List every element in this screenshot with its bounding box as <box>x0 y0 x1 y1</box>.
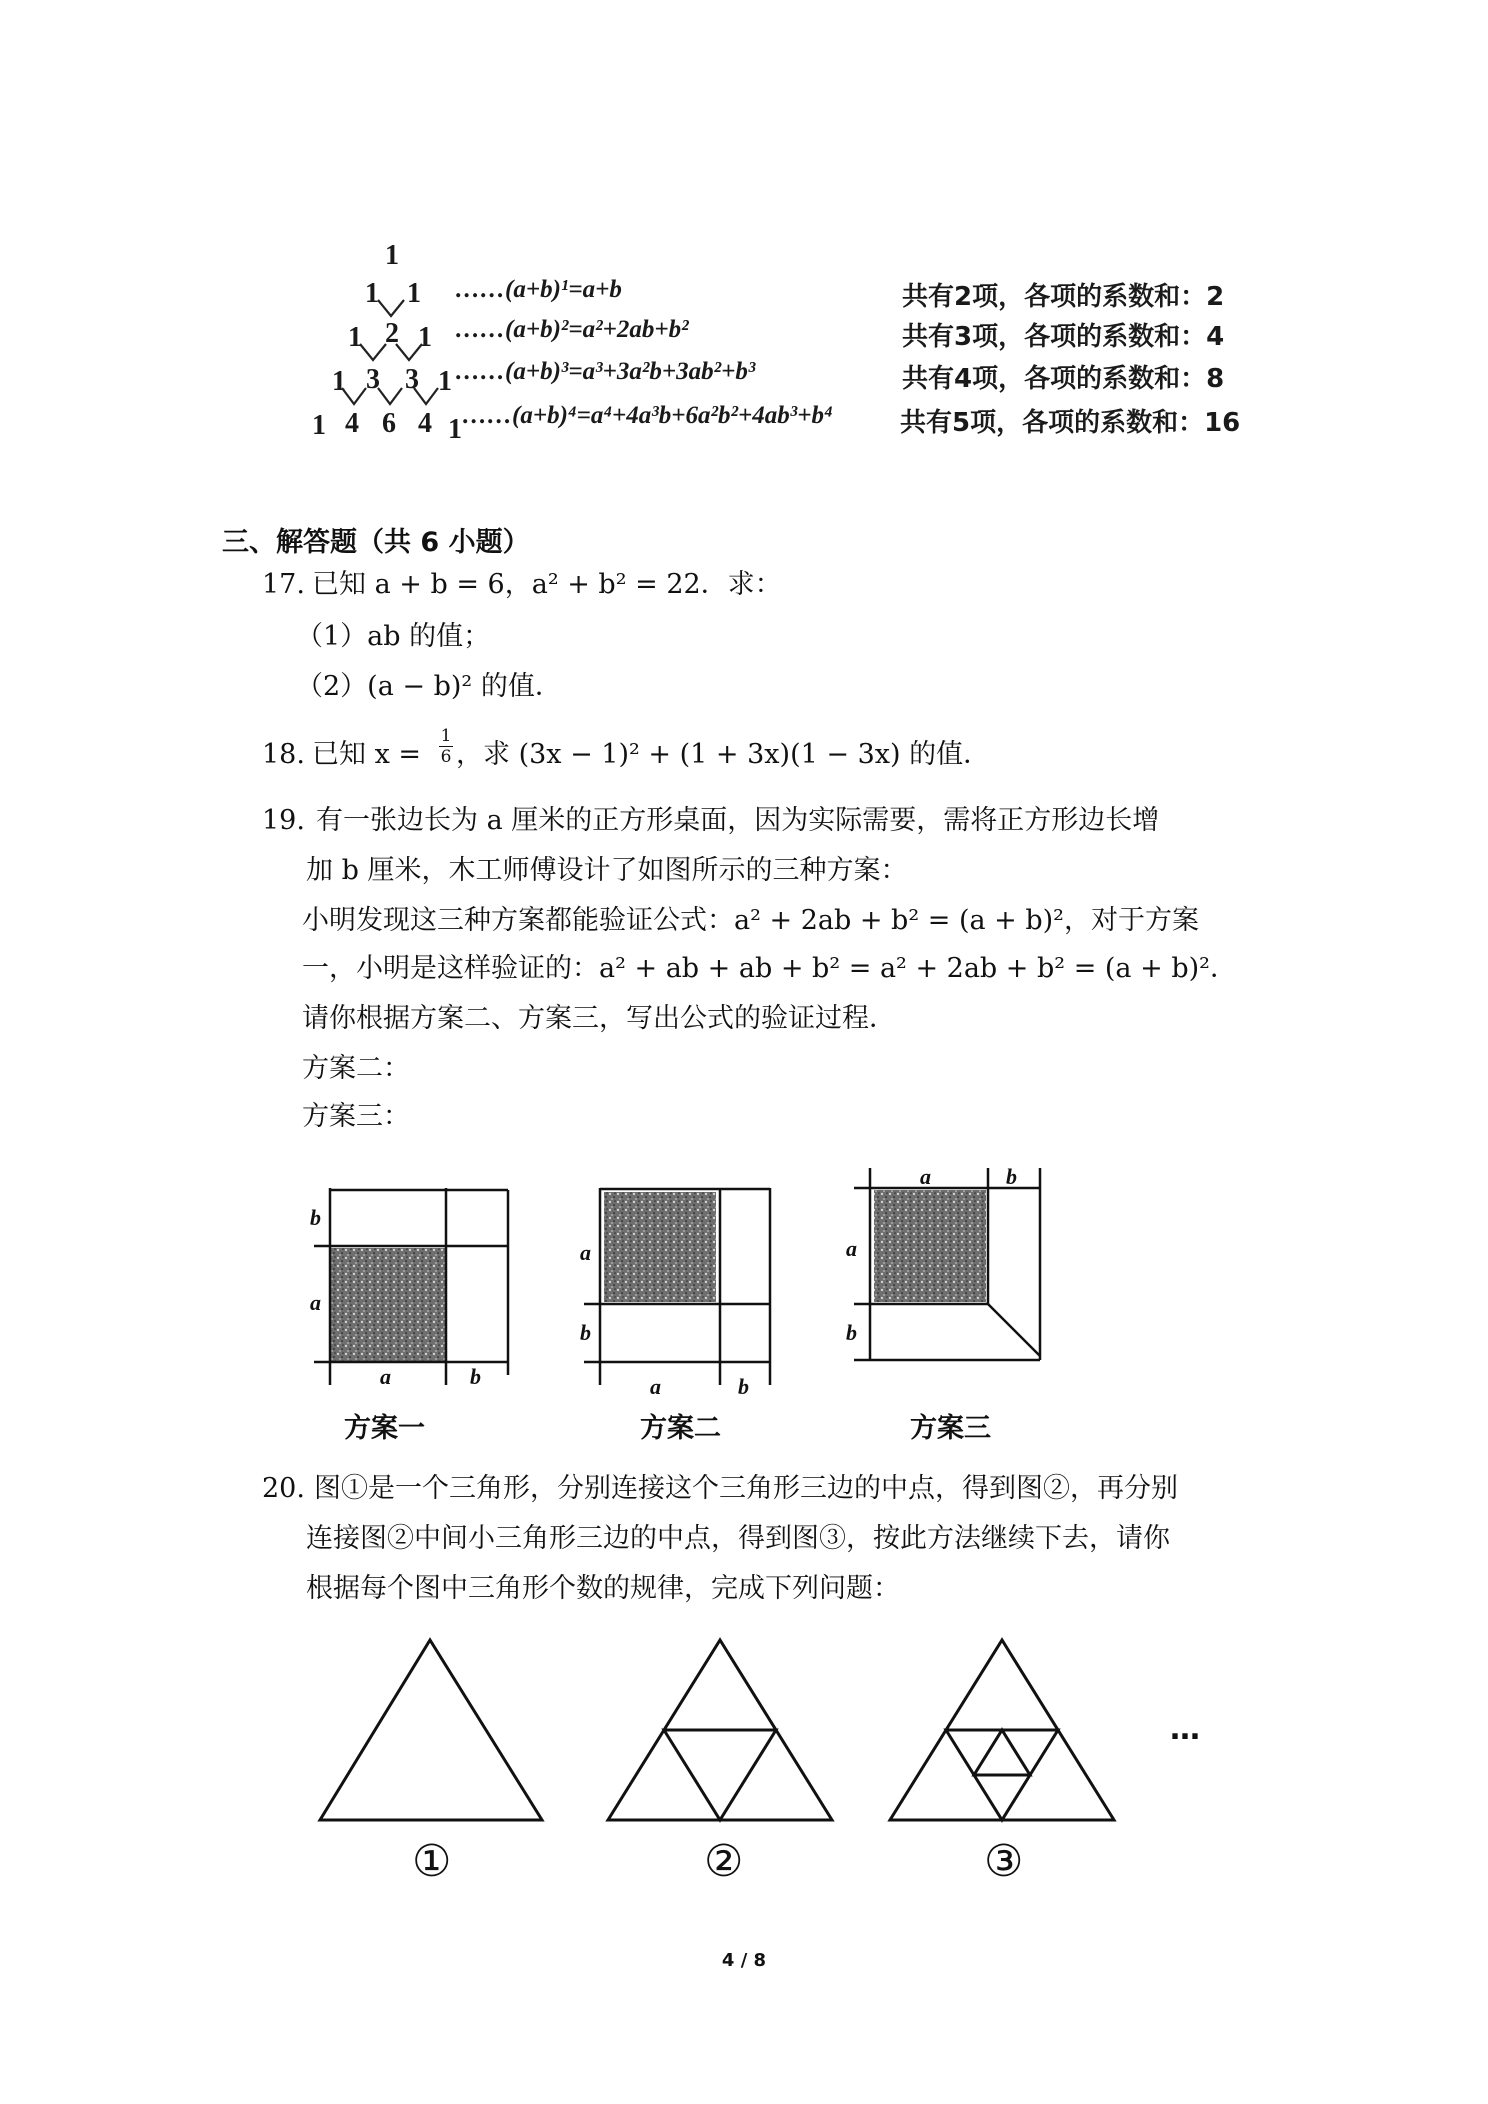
question-19-number: 19. <box>262 805 305 836</box>
question-17-part1: （1）ab 的值； <box>296 621 491 652</box>
scheme3-caption: 方案三 <box>910 1413 991 1444</box>
pascal-num: 1 <box>448 414 462 445</box>
scheme2-caption: 方案二 <box>640 1413 721 1444</box>
pascal-sum: 共有5项，各项的系数和：16 <box>900 408 1241 438</box>
question-19-line: 有一张边长为 a 厘米的正方形桌面，因为实际需要，需将正方形边长增 <box>316 805 1160 836</box>
question-19-scheme2-label: 方案二： <box>302 1053 410 1084</box>
scheme2-label-a: a <box>580 1240 591 1265</box>
question-17-part2: （2）(a − b)² 的值． <box>296 671 562 702</box>
question-19-line: 请你根据方案二、方案三，写出公式的验证过程． <box>302 1003 896 1034</box>
question-20-line: 连接图②中间小三角形三边的中点，得到图③，按此方法继续下去，请你 <box>306 1523 1170 1554</box>
pascal-sum: 共有2项，各项的系数和：2 <box>902 282 1225 312</box>
pascal-sum: 共有4项，各项的系数和：8 <box>902 364 1225 394</box>
fraction-numerator: 1 <box>440 726 452 746</box>
pascal-num: 1 <box>348 322 362 353</box>
question-19-line: 小明发现这三种方案都能验证公式：a² + 2ab + b² = (a + b)²，对于方案 <box>302 905 1200 936</box>
pascal-num: 4 <box>345 408 359 439</box>
pascal-num: 2 <box>385 318 399 349</box>
question-19-scheme3-label: 方案三： <box>302 1101 410 1132</box>
figure-label-2: ② <box>704 1836 744 1887</box>
question-20-line: 图①是一个三角形，分别连接这个三角形三边的中点，得到图②，再分别 <box>314 1473 1178 1504</box>
pascal-num: 1 <box>407 278 421 309</box>
pascal-num: 1 <box>332 366 346 397</box>
pascal-sum: 共有3项，各项的系数和：4 <box>902 322 1225 352</box>
question-19-line: 一，小明是这样验证的：a² + ab + ab + b² = a² + 2ab + b² = (a + b)²． <box>302 953 1237 984</box>
fraction-denominator: 6 <box>440 747 452 767</box>
question-20-line: 根据每个图中三角形个数的规律，完成下列问题： <box>306 1573 900 1604</box>
question-19-line: 加 b 厘米，木工师傅设计了如图所示的三种方案： <box>306 855 908 886</box>
question-17-text: 已知 a + b = 6，a² + b² = 22．求： <box>312 569 782 600</box>
pascal-num: 1 <box>438 366 452 397</box>
scheme3-label-b-top: b <box>1006 1164 1017 1189</box>
pascal-num: 3 <box>366 364 380 395</box>
question-18-number: 18. <box>262 739 305 770</box>
pascal-num: 1 <box>385 240 399 271</box>
question-18-post: ，求 (3x − 1)² + (1 + 3x)(1 − 3x) 的值． <box>456 739 991 770</box>
pascal-equation: ……(a+b)²=a²+2ab+b² <box>455 316 689 343</box>
scheme3-label-a: a <box>846 1236 857 1261</box>
scheme1-label-b: b <box>310 1205 321 1230</box>
scheme1-label-a: a <box>310 1290 321 1315</box>
scheme2-label-b: b <box>580 1320 591 1345</box>
section-title: 三、解答题（共 6 小题） <box>222 527 530 558</box>
figure-label-1: ① <box>412 1836 452 1887</box>
pascal-num: 6 <box>382 408 396 439</box>
figure-ellipsis: … <box>1170 1712 1200 1747</box>
pascal-num: 1 <box>312 410 326 441</box>
question-18-pre: 已知 x = <box>312 739 422 770</box>
page-number: 4 / 8 <box>721 1950 767 1971</box>
scheme3-label-b: b <box>846 1320 857 1345</box>
pascal-num: 1 <box>418 322 432 353</box>
scheme2-label-a-bottom: a <box>650 1374 661 1399</box>
pascal-num: 1 <box>365 278 379 309</box>
question-17-number: 17. <box>262 569 305 600</box>
pascal-equation: ……(a+b)⁴=a⁴+4a³b+6a²b²+4ab³+b⁴ <box>462 402 833 429</box>
scheme3-label-a-top: a <box>920 1164 931 1189</box>
pascal-equation: ……(a+b)¹=a+b <box>455 276 622 303</box>
pascal-num: 3 <box>405 364 419 395</box>
question-20-number: 20. <box>262 1473 305 1504</box>
scheme1-label-b-bottom: b <box>470 1364 481 1389</box>
figure-label-3: ③ <box>984 1836 1024 1887</box>
pascal-equation: ……(a+b)³=a³+3a²b+3ab²+b³ <box>455 358 756 385</box>
scheme2-label-b-bottom: b <box>738 1374 749 1399</box>
pascal-num: 4 <box>418 408 432 439</box>
scheme1-caption: 方案一 <box>344 1413 425 1444</box>
scheme1-label-a-bottom: a <box>380 1364 391 1389</box>
